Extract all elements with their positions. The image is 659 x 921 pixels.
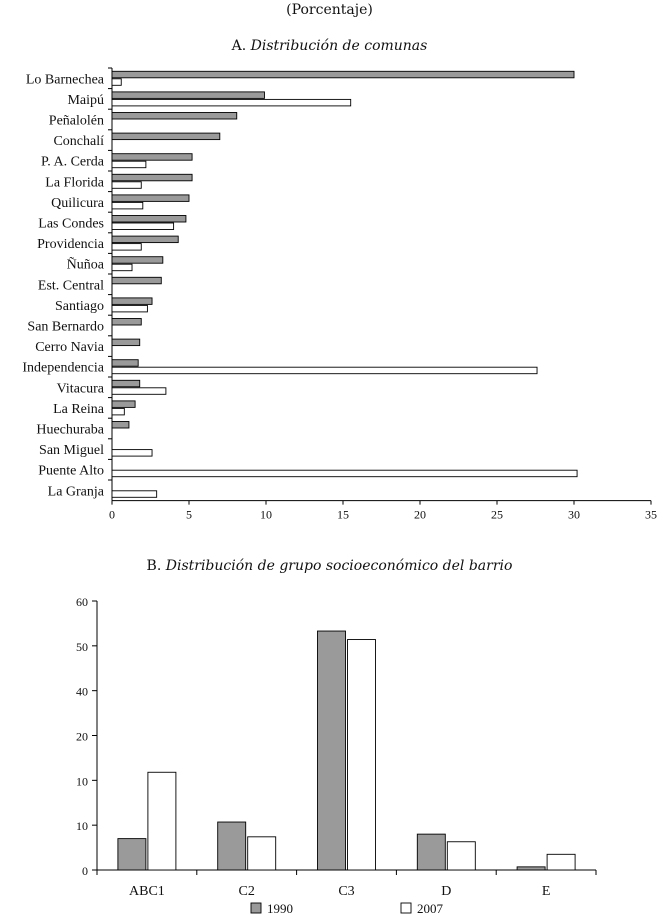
category-label-las-condes: Las Condes — [38, 216, 104, 232]
y-tick-label: 10 — [76, 819, 88, 834]
x-tick-label: 30 — [568, 507, 580, 522]
y-tick-label: 20 — [76, 729, 88, 744]
x-tick-label: 15 — [337, 507, 349, 522]
category-label-huechuraba: Huechuraba — [36, 422, 104, 438]
category-label-lo-barnechea: Lo Barnechea — [25, 72, 104, 88]
y-tick-label: 50 — [76, 639, 88, 654]
category-label-la-florida: La Florida — [45, 175, 104, 191]
category-label-la-granja: La Granja — [47, 484, 104, 500]
category-label-abc1: ABC1 — [129, 884, 165, 899]
bar-2007-c3 — [348, 640, 376, 870]
x-tick-label: 35 — [645, 507, 657, 522]
category-label-vitacura: Vitacura — [56, 381, 104, 397]
y-tick-label: 60 — [76, 595, 88, 609]
category-label-c3: C3 — [338, 884, 355, 899]
y-tick-label: 40 — [76, 684, 88, 699]
chart-b-title-text: Distribución de grupo socioeconómico del barrio — [165, 558, 513, 574]
x-tick-label: 10 — [260, 507, 272, 522]
y-tick-label: 0 — [82, 864, 88, 878]
category-label-cerro-navia: Cerro Navia — [35, 340, 104, 356]
legend-swatch-2007 — [401, 903, 411, 913]
bar-2007-d — [447, 842, 475, 870]
category-label-santiago: Santiago — [55, 298, 104, 314]
category-label-d: D — [441, 884, 452, 899]
category-label-quilicura: Quilicura — [51, 195, 104, 211]
category-label-conchali: Conchalí — [53, 134, 104, 150]
x-tick-label: 20 — [414, 507, 426, 522]
category-label-e: E — [541, 884, 551, 899]
legend-label-2007: 2007 — [417, 901, 443, 916]
page-subtitle: (Porcentaje) — [286, 2, 373, 18]
bar-1990-e — [517, 867, 545, 870]
category-label-san-miguel: San Miguel — [39, 443, 104, 459]
x-tick-label: 0 — [109, 507, 115, 522]
y-tick-label: 10 — [76, 774, 88, 789]
category-label-maipu: Maipú — [67, 92, 104, 108]
category-label-penalolen: Peñalolén — [48, 113, 104, 129]
bar-2007-c2 — [248, 837, 276, 870]
category-label-independencia: Independencia — [22, 360, 104, 376]
chart-a-title-text: Distribución de comunas — [250, 38, 428, 54]
category-label-c2: C2 — [238, 884, 255, 899]
bar-2007-e — [547, 854, 575, 870]
x-tick-label: 25 — [491, 507, 503, 522]
category-label-puente-alto: Puente Alto — [38, 463, 104, 479]
bar-1990-d — [417, 834, 445, 870]
category-label-p-a-cerda: P. A. Cerda — [41, 154, 104, 170]
category-label-providencia: Providencia — [37, 237, 104, 253]
bar-1990-c2 — [218, 822, 246, 870]
category-label-la-reina: La Reina — [53, 401, 104, 417]
legend-label-1990: 1990 — [267, 901, 293, 916]
chart-a-title-prefix: A. — [231, 38, 247, 54]
category-label-nunoa: Ñuñoa — [66, 257, 104, 273]
chart-b-title-prefix: B. — [146, 558, 162, 574]
bar-2007-abc1 — [148, 772, 176, 870]
bar-1990-c3 — [318, 631, 346, 870]
category-label-est-central: Est. Central — [37, 278, 104, 294]
x-tick-label: 5 — [186, 507, 192, 522]
bar-1990-abc1 — [118, 839, 146, 870]
category-label-san-bernardo: San Bernardo — [27, 319, 104, 335]
legend-swatch-1990 — [251, 903, 261, 913]
